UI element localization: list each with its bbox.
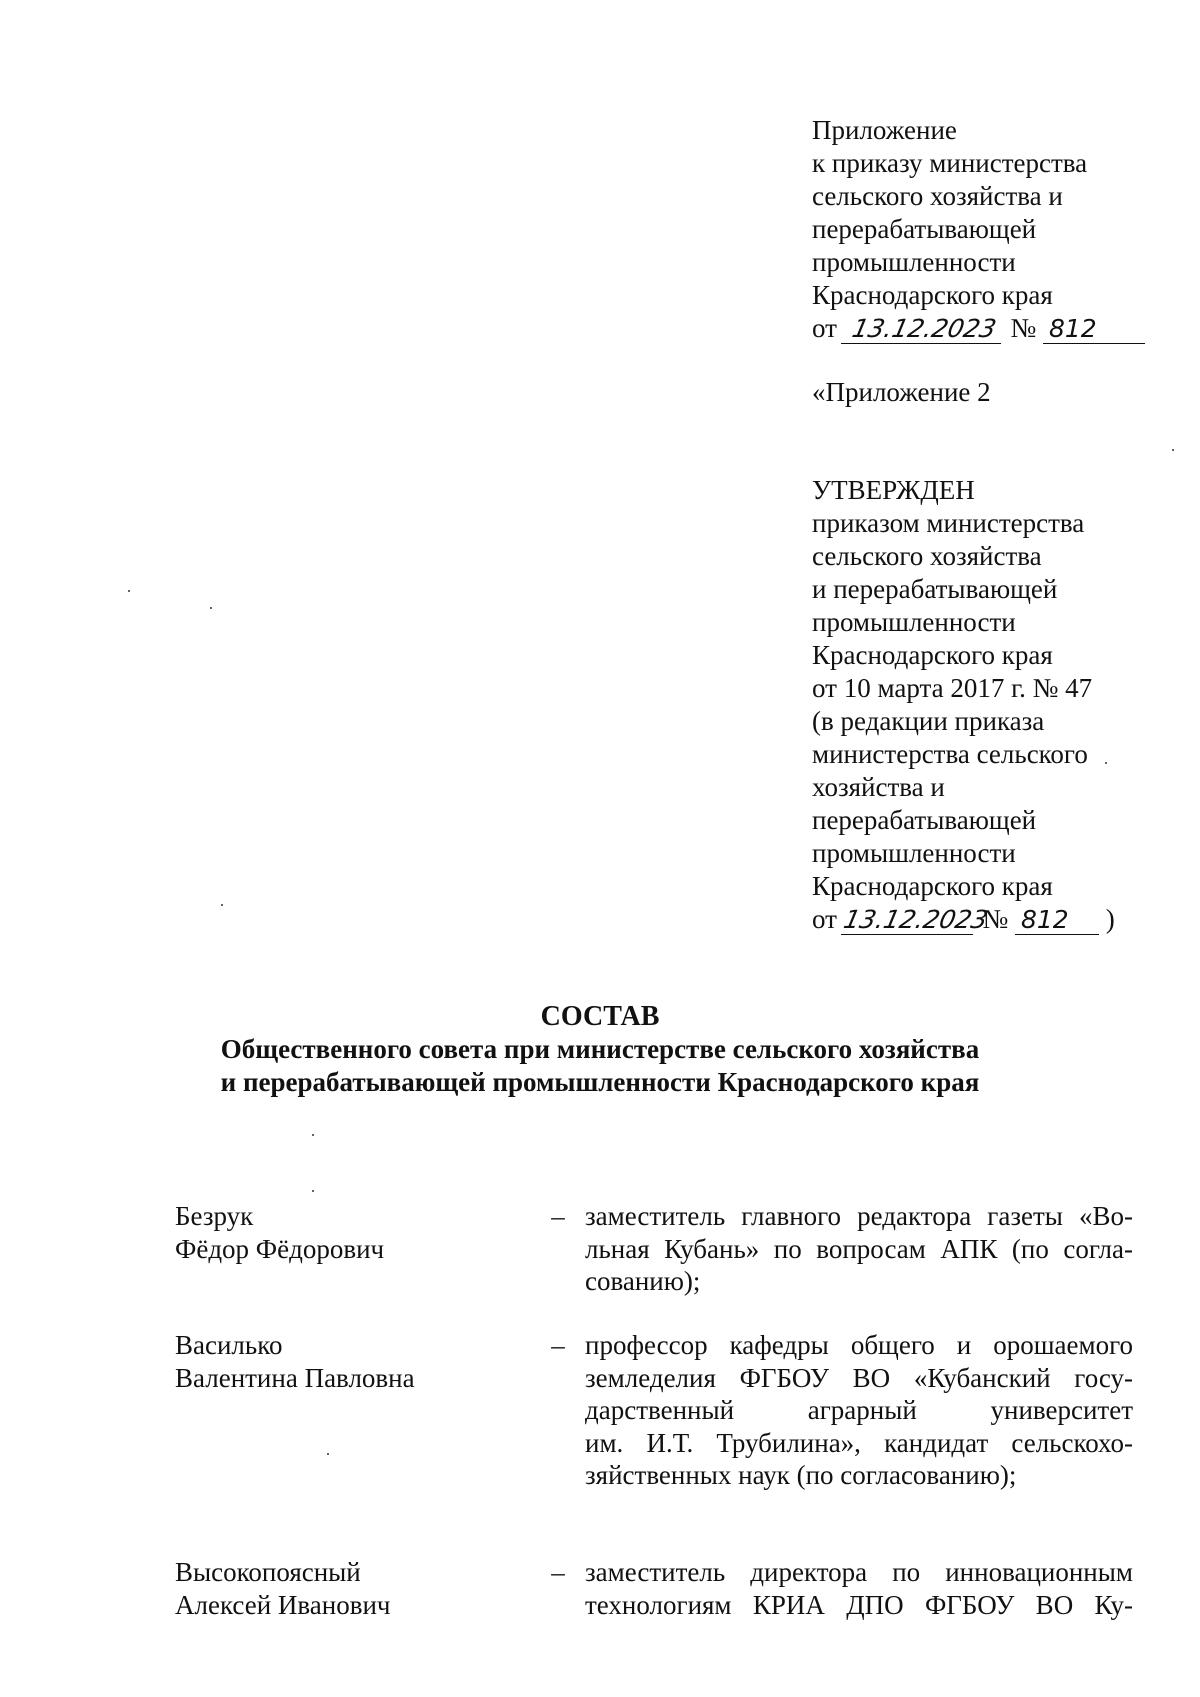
approved-date-line bbox=[812, 903, 1115, 936]
approved-line: промышленности bbox=[812, 838, 1016, 868]
scan-speck bbox=[312, 1134, 314, 1136]
approved-line: министерства сельского bbox=[812, 739, 1088, 769]
description-line: земледелия ФГБОУ ВО «Кубанский госу- bbox=[585, 1362, 1133, 1393]
member-name bbox=[175, 1556, 515, 1621]
scan-speck bbox=[312, 1190, 314, 1192]
number-sign: № bbox=[982, 904, 1009, 934]
closing-paren: ) bbox=[1105, 904, 1115, 934]
member-name bbox=[175, 1329, 515, 1394]
approved-line: и перерабатывающей bbox=[812, 574, 1058, 604]
description-line: заместитель директора по инновационным bbox=[585, 1557, 1133, 1587]
title-main: СОСТАВ bbox=[540, 1001, 660, 1032]
number-sign: № bbox=[1010, 313, 1037, 343]
approved-line: сельского хозяйства bbox=[812, 541, 1042, 571]
appendix-header-line: Приложение bbox=[812, 115, 957, 145]
member-description bbox=[585, 1200, 1133, 1298]
scan-speck bbox=[327, 1453, 329, 1455]
appendix-header-line: Краснодарского края bbox=[812, 280, 1053, 310]
title-line: и перерабатывающей промышленности Краснодарского края bbox=[220, 1067, 980, 1097]
title-line: Общественного совета при министерстве сельского хозяйства bbox=[220, 1034, 980, 1064]
handwritten-number: 812 bbox=[1015, 906, 1099, 935]
appendix-header-line: промышленности bbox=[812, 247, 1016, 277]
description-line: заместитель главного редактора газеты «Во- bbox=[585, 1201, 1133, 1231]
member-given-name: Валентина Павловна bbox=[175, 1362, 415, 1393]
member-dash: – bbox=[551, 1330, 565, 1360]
approved-line: (в редакции приказа bbox=[812, 706, 1045, 736]
description-line: дарственный аграрный университет bbox=[585, 1395, 1133, 1425]
description-line: сованию); bbox=[585, 1266, 701, 1296]
handwritten-number: 812 bbox=[1043, 315, 1145, 344]
appendix-2-label bbox=[812, 376, 991, 409]
member-given-name: Фёдор Фёдорович bbox=[175, 1233, 385, 1264]
approved-line: промышленности bbox=[812, 607, 1016, 637]
member-name bbox=[175, 1200, 515, 1265]
description-line: технологиям КРИА ДПО ФГБОУ ВО Ку- bbox=[585, 1589, 1133, 1620]
member-given-name: Алексей Иванович bbox=[175, 1589, 391, 1620]
member-surname: Высокопоясный bbox=[175, 1557, 361, 1587]
appendix-header-date-line bbox=[812, 312, 1145, 345]
date-prefix: от bbox=[812, 313, 837, 343]
handwritten-date: 13.12.2023 bbox=[841, 315, 1007, 344]
scan-speck bbox=[1105, 762, 1107, 764]
approved-heading: УТВЕРЖДЕН bbox=[812, 475, 975, 505]
scan-speck bbox=[128, 590, 130, 592]
description-line: им. И.Т. Трубилина», кандидат сельскохо- bbox=[585, 1427, 1133, 1458]
scan-speck bbox=[210, 607, 212, 609]
approved-line: от 10 марта 2017 г. № 47 bbox=[812, 673, 1093, 703]
document-title bbox=[0, 1000, 1200, 1099]
member-description bbox=[585, 1329, 1133, 1492]
appendix-header-line: к приказу министерства bbox=[812, 148, 1088, 178]
description-line: зяйственных наук (по согласованию); bbox=[585, 1460, 1017, 1490]
member-surname: Василько bbox=[175, 1330, 283, 1360]
appendix-2-label-text: «Приложение 2 bbox=[812, 377, 991, 407]
scan-speck bbox=[1172, 449, 1174, 451]
member-description bbox=[585, 1556, 1133, 1621]
appendix-header-line: перерабатывающей bbox=[812, 214, 1037, 244]
description-line: профессор кафедры общего и орошаемого bbox=[585, 1330, 1133, 1360]
handwritten-date: 13.12.2023 bbox=[840, 905, 991, 934]
approved-line: Краснодарского края bbox=[812, 871, 1053, 901]
approved-line: хозяйства и bbox=[812, 772, 945, 802]
approved-line: приказом министерства bbox=[812, 508, 1085, 538]
scan-speck bbox=[221, 904, 223, 906]
appendix-header bbox=[812, 114, 1145, 345]
approved-line: перерабатывающей bbox=[812, 805, 1037, 835]
member-dash: – bbox=[551, 1201, 565, 1231]
description-line: льная Кубань» по вопросам АПК (по согла- bbox=[585, 1233, 1133, 1264]
date-prefix: от bbox=[812, 904, 837, 934]
approved-line: Краснодарского края bbox=[812, 640, 1053, 670]
approved-block bbox=[812, 474, 1115, 936]
member-dash: – bbox=[551, 1557, 565, 1587]
member-surname: Безрук bbox=[175, 1201, 254, 1231]
appendix-header-line: сельского хозяйства и bbox=[812, 181, 1063, 211]
